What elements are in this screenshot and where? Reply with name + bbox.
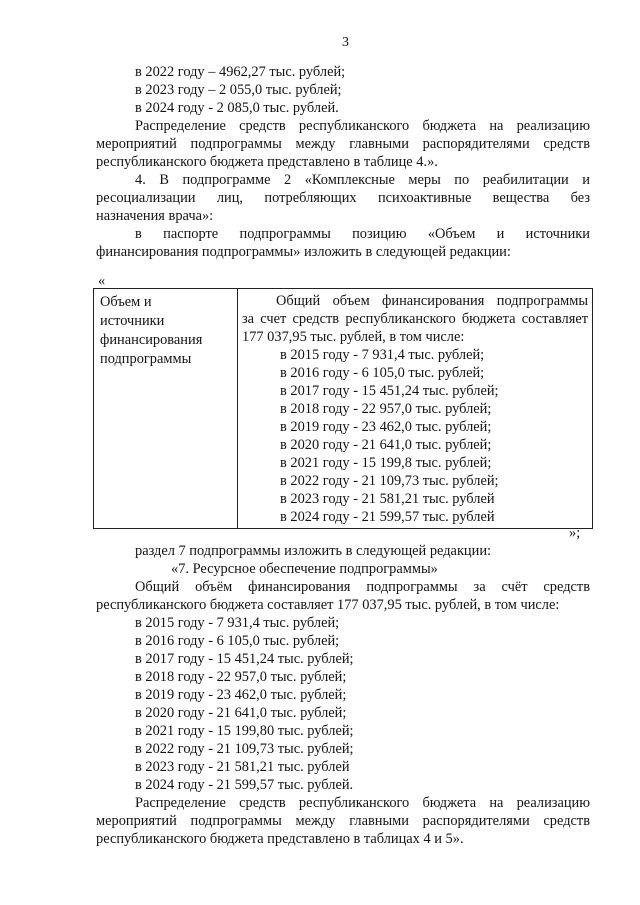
year-line: в 2017 году - 15 451,24 тыс. рублей; [280, 383, 499, 399]
item-4-line: ресоциализации лиц, потребляющих психоактивные вещества без [96, 190, 590, 206]
section-7-year-line: в 2016 году - 6 105,0 тыс. рублей; [135, 633, 340, 649]
cell-line: 177 037,95 тыс. рублей, в том числе: [242, 329, 465, 345]
intro-year-line: в 2022 году – 4962,27 тыс. рублей; [135, 64, 346, 80]
paragraph-line: мероприятий подпрограммы между главными распорядителями средств [96, 813, 590, 829]
cell-line: подпрограммы [100, 351, 192, 367]
cell-line: Общий объем финансирования подпрограммы [276, 293, 588, 309]
section-7-year-line: в 2022 году - 21 109,73 тыс. рублей; [135, 741, 354, 757]
paragraph-line: республиканского бюджета представлено в таблицах 4 и 5». [96, 831, 464, 847]
year-line: в 2023 году - 21 581,21 тыс. рублей [280, 491, 495, 507]
table-row [94, 289, 593, 529]
item-4-line: назначения врача»: [96, 208, 214, 224]
year-line: в 2015 году - 7 931,4 тыс. рублей; [280, 347, 485, 363]
paragraph-line: мероприятий подпрограммы между главными распорядителями средств [96, 136, 590, 152]
intro-year-line: в 2023 году – 2 055,0 тыс. рублей; [135, 82, 342, 98]
item-4-line: 4. В подпрограмме 2 «Комплексные меры по реабилитации и [135, 172, 590, 188]
opening-quote: « [98, 273, 106, 289]
section-7-year-line: в 2023 году - 21 581,21 тыс. рублей [135, 759, 350, 775]
page-number: 3 [342, 35, 349, 50]
cell-line: за счет средств республиканского бюджета составляет [242, 311, 588, 327]
year-line: в 2022 году - 21 109,73 тыс. рублей; [280, 473, 499, 489]
section-7-year-line: в 2019 году - 23 462,0 тыс. рублей; [135, 687, 347, 703]
passport-table [93, 288, 593, 529]
year-line: в 2021 году - 15 199,8 тыс. рублей; [280, 455, 492, 471]
year-line: в 2018 году - 22 957,0 тыс. рублей; [280, 401, 492, 417]
year-line: в 2019 году - 23 462,0 тыс. рублей; [280, 419, 492, 435]
section-7-year-line: в 2024 году - 21 599,57 тыс. рублей. [135, 777, 354, 793]
section-7-year-line: в 2018 году - 22 957,0 тыс. рублей; [135, 669, 347, 685]
section-7-title: «7. Ресурсное обеспечение подпрограммы» [171, 561, 438, 577]
section-7-total-line: Общий объём финансирования подпрограммы за счёт средств [135, 579, 590, 595]
paragraph-line: республиканского бюджета представлено в таблице 4.». [96, 154, 438, 170]
passport-instruction-line: в паспорте подпрограммы позицию «Объем и источники [135, 226, 590, 242]
paragraph-line: Распределение средств республиканского бюджета на реализацию [135, 795, 590, 811]
intro-year-line: в 2024 году - 2 085,0 тыс. рублей. [135, 100, 339, 116]
section-7-year-line: в 2021 году - 15 199,80 тыс. рублей; [135, 723, 354, 739]
section-7-intro: раздел 7 подпрограммы изложить в следующей редакции: [135, 543, 492, 559]
section-7-year-line: в 2020 году - 21 641,0 тыс. рублей; [135, 705, 347, 721]
cell-line: финансирования [100, 332, 203, 348]
closing-quote: »; [569, 525, 581, 541]
year-line: в 2016 году - 6 105,0 тыс. рублей; [280, 365, 485, 381]
section-7-year-line: в 2015 году - 7 931,4 тыс. рублей; [135, 615, 340, 631]
section-7-year-line: в 2017 году - 15 451,24 тыс. рублей; [135, 651, 354, 667]
paragraph-line: Распределение средств республиканского бюджета на реализацию [135, 118, 590, 134]
position-value-cell [238, 289, 593, 529]
passport-instruction-line: финансирования подпрограммы» изложить в следующей редакции: [96, 244, 511, 260]
section-7-total-line: республиканского бюджета составляет 177 037,95 тыс. рублей, в том числе: [96, 597, 560, 613]
cell-line: Объем и [100, 294, 152, 310]
year-line: в 2020 году - 21 641,0 тыс. рублей; [280, 437, 492, 453]
position-name-cell [94, 289, 238, 529]
year-line: в 2024 году - 21 599,57 тыс. рублей [280, 509, 495, 525]
cell-line: источники [100, 313, 165, 329]
